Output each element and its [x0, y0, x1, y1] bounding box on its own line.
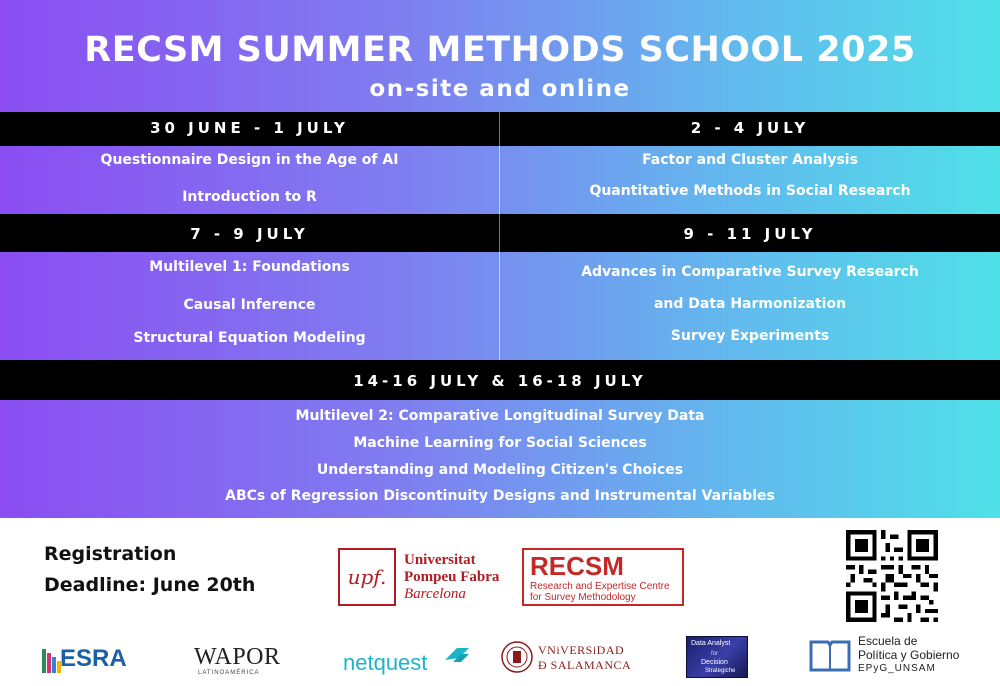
epyg-name-line: EPyG_UNSAM	[858, 663, 936, 674]
salamanca-name-line: Ð SALAMANCA	[538, 658, 632, 672]
wapor-wordmark: WAPOR	[194, 644, 281, 670]
esra-logo[interactable]	[42, 641, 134, 675]
upf-logo[interactable]	[338, 548, 506, 606]
course-title: Causal Inference	[183, 297, 316, 313]
salamanca-logo[interactable]	[500, 640, 632, 676]
course-title: Multilevel 1: Foundations	[149, 259, 350, 275]
course-title: ABCs of Regression Discontinuity Designs and Instrumental Variables	[225, 488, 775, 504]
upf-name-line: Pompeu Fabra	[404, 569, 500, 585]
course-title: Structural Equation Modeling	[133, 330, 366, 346]
epyg-name-line: Política y Gobierno	[858, 648, 960, 662]
date-header: 14-16 JULY & 16-18 JULY	[353, 372, 647, 390]
data-analyst-line: Strategiche	[705, 668, 736, 674]
registration-label: Registration	[44, 543, 177, 565]
data-analyst-logo[interactable]	[686, 636, 748, 678]
netquest-logo[interactable]	[343, 644, 473, 676]
date-header: 7 - 9 JULY	[190, 225, 309, 243]
netquest-wing-icon	[443, 646, 471, 664]
epyg-logo[interactable]	[808, 634, 998, 678]
poster-subtitle: on-site and online	[369, 76, 631, 102]
date-header: 30 JUNE - 1 JULY	[150, 119, 349, 137]
poster-title: RECSM SUMMER METHODS SCHOOL 2025	[84, 30, 916, 70]
netquest-wordmark: netquest	[343, 650, 428, 675]
upf-city: Barcelona	[404, 586, 466, 602]
data-analyst-line: Data Analyst	[691, 640, 731, 647]
salamanca-seal-icon	[500, 640, 534, 674]
course-title: Understanding and Modeling Citizen's Choices	[316, 462, 684, 478]
course-title: Introduction to R	[182, 189, 317, 205]
date-header: 2 - 4 JULY	[690, 119, 810, 137]
recsm-tagline: Research and Expertise Centre	[530, 581, 670, 592]
esra-wordmark: ESRA	[60, 645, 127, 672]
course-title: Survey Experiments	[670, 328, 830, 344]
course-title: Factor and Cluster Analysis	[642, 152, 858, 168]
wapor-logo[interactable]	[194, 644, 289, 678]
course-title: Advances in Comparative Survey Research	[581, 264, 919, 280]
recsm-tagline: for Survey Methodology	[530, 592, 636, 603]
course-title: Machine Learning for Social Sciences	[353, 435, 647, 451]
upf-name-line: Universitat	[404, 552, 476, 568]
course-title: Quantitative Methods in Social Research	[589, 183, 911, 199]
wapor-subtitle: LATINOAMÉRICA	[198, 670, 260, 676]
recsm-wordmark: RECSM	[530, 551, 624, 581]
recsm-logo[interactable]	[522, 548, 684, 606]
salamanca-name-line: VNiVERSiDAD	[538, 643, 625, 657]
course-title: and Data Harmonization	[653, 296, 847, 312]
course-title: Multilevel 2: Comparative Longitudinal Survey Data	[295, 408, 705, 424]
data-analyst-line: Decision	[701, 659, 728, 666]
qr-code-icon[interactable]	[846, 530, 938, 622]
registration-deadline: Deadline: June 20th	[44, 574, 256, 596]
book-icon	[808, 638, 852, 674]
upf-mark: upf.	[338, 548, 396, 606]
date-header: 9 - 11 JULY	[683, 225, 817, 243]
epyg-name-line: Escuela de	[858, 634, 918, 648]
course-title: Questionnaire Design in the Age of AI	[100, 152, 399, 168]
data-analyst-line: for	[711, 651, 719, 657]
